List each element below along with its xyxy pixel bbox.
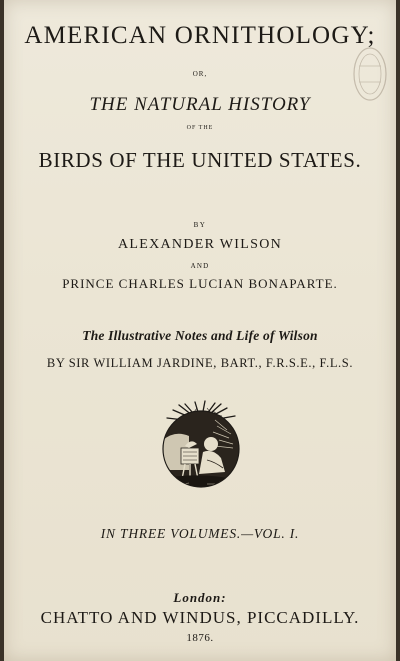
author-bonaparte: PRINCE CHARLES LUCIAN BONAPARTE. [62,276,338,291]
publisher: CHATTO AND WINDUS, PICCADILLY. [40,608,360,627]
or-connector: OR, [192,70,208,78]
of-the-connector: OF THE [186,125,214,131]
tropical-vignette-icon [155,400,247,494]
subtitle-birds: BIRDS OF THE UNITED STATES. [38,148,362,172]
main-title: AMERICAN ORNITHOLOGY; [24,22,376,49]
by-label: BY [193,221,207,229]
and-label: AND [190,262,210,270]
publication-place: London: [173,590,227,605]
editor-jardine: BY SIR WILLIAM JARDINE, BART., F.R.S.E., F.L.S. [46,356,354,370]
title-page [4,0,396,661]
volumes-line: IN THREE VOLUMES.—VOL. I. [100,526,300,541]
author-wilson: ALEXANDER WILSON [117,237,283,252]
illustrative-notes-line: The Illustrative Notes and Life of Wilson [82,328,318,343]
publication-year: 1876. [186,632,214,644]
subtitle: THE NATURAL HISTORY [89,94,311,115]
